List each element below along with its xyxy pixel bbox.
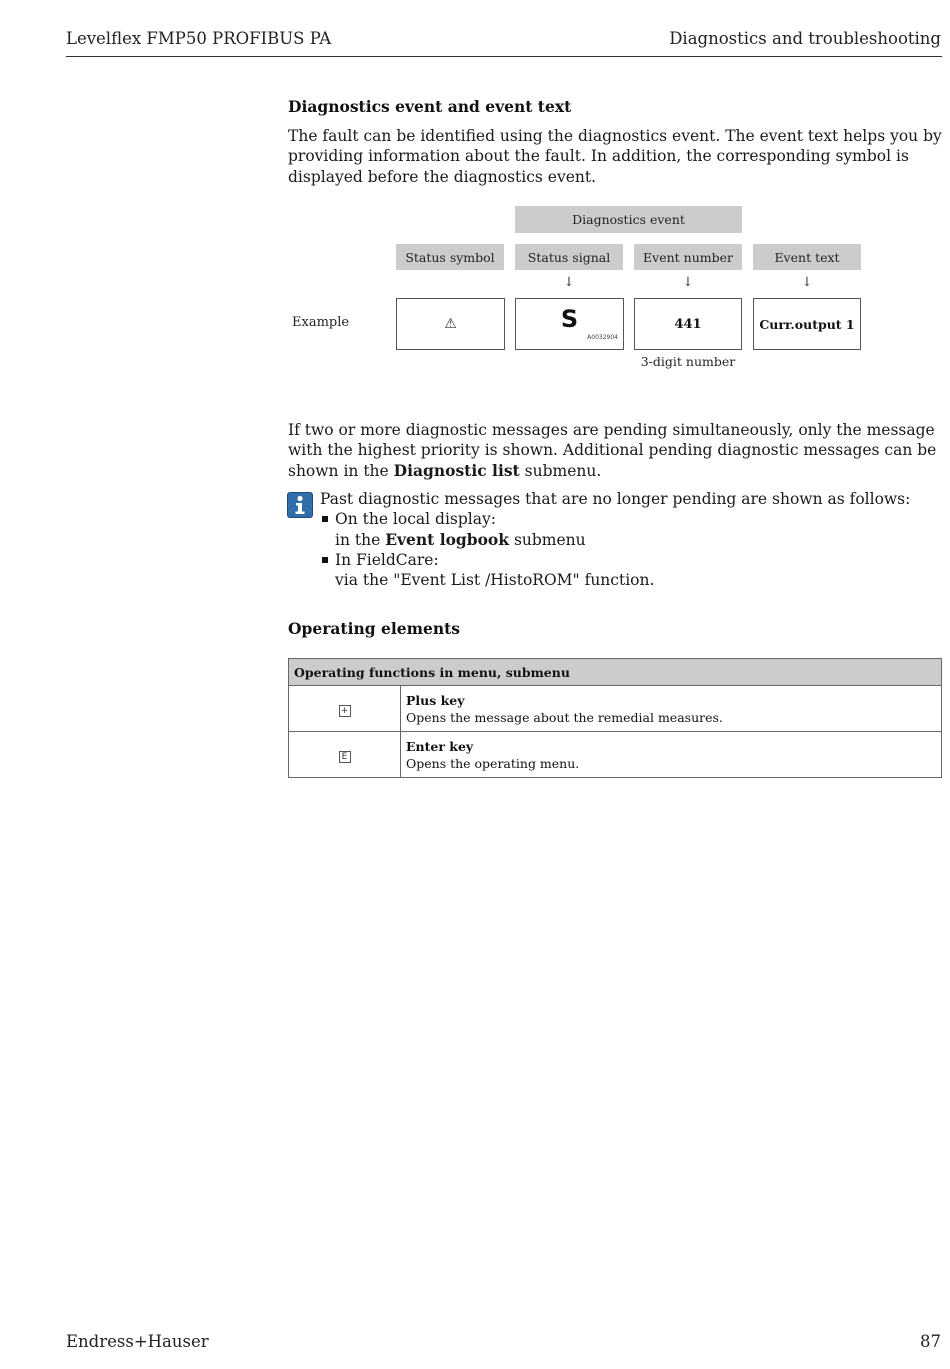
column-event-text: Event text	[753, 244, 861, 270]
key-title: Enter key	[406, 738, 474, 754]
event-logbook-term: Event logbook	[385, 529, 510, 549]
key-cell	[289, 686, 401, 732]
section-heading-operating-elements: Operating elements	[288, 619, 460, 638]
info-icon	[287, 492, 313, 518]
arrow-down-icon: ↓	[682, 275, 694, 290]
key-description: Opens the message about the remedial measures.	[406, 709, 723, 725]
header-product-title: Levelflex FMP50 PROFIBUS PA	[66, 29, 332, 48]
note-item-text: On the local display:	[335, 510, 496, 529]
intro-paragraph: The fault can be identified using the diagnostics event. The event text helps you by providing information about the fault. In addition, the corresponding symbol is displayed before the diagnostics event.	[288, 127, 942, 186]
example-event-text-box	[753, 298, 861, 350]
enter-key-icon: E	[339, 751, 351, 763]
priority-paragraph	[288, 420, 942, 481]
page-number: 87	[920, 1332, 941, 1351]
key-title: Plus key	[406, 692, 465, 708]
bullet-icon	[322, 557, 328, 563]
note-list-item	[320, 509, 910, 529]
image-code: A0032904	[587, 334, 618, 341]
number-note: 3-digit number	[640, 354, 736, 369]
example-event-text: Curr.output 1	[759, 316, 855, 332]
arrow-down-icon: ↓	[801, 275, 813, 290]
table-row	[289, 732, 942, 778]
example-status-symbol-box	[396, 298, 505, 350]
footer-brand: Endress+Hauser	[66, 1332, 209, 1351]
note-list-item	[320, 550, 910, 570]
bullet-icon	[322, 516, 328, 522]
operating-functions-table	[288, 658, 942, 778]
example-event-number-box	[634, 298, 742, 350]
table-header: Operating functions in menu, submenu	[289, 659, 942, 686]
column-event-number: Event number	[634, 244, 742, 270]
plus-key-icon: +	[339, 705, 351, 717]
example-status-signal-box	[515, 298, 624, 350]
arrow-down-icon: ↓	[563, 275, 575, 290]
priority-text-end: submenu.	[519, 461, 602, 480]
note-item-text: In FieldCare:	[335, 550, 439, 569]
note-item-detail-text: submenu	[509, 530, 586, 549]
warning-icon: ⚠	[444, 316, 457, 332]
column-status-signal: Status signal	[515, 244, 623, 270]
priority-text: If two or more diagnostic messages are pending simultaneously, only the message with the highest priority is shown. Additional pending diagnostic messages can be shown in the	[288, 421, 937, 480]
diagnostic-list-term: Diagnostic list	[393, 460, 520, 480]
section-heading-diagnostics-event: Diagnostics event and event text	[288, 97, 572, 116]
table-row	[289, 686, 942, 732]
header-rule	[66, 56, 942, 57]
key-description-cell	[401, 686, 942, 732]
status-signal-letter: S	[560, 305, 579, 333]
column-status-symbol: Status symbol	[396, 244, 504, 270]
key-description: Opens the operating menu.	[406, 755, 580, 771]
header-section-title: Diagnostics and troubleshooting	[669, 29, 941, 48]
key-cell	[289, 732, 401, 778]
example-event-number: 441	[674, 316, 702, 332]
info-note	[320, 489, 910, 590]
note-intro: Past diagnostic messages that are no longer pending are shown as follows:	[320, 490, 911, 508]
key-description-cell	[401, 732, 942, 778]
note-item-detail-text: in the	[335, 530, 386, 549]
note-item-detail: via the "Event List /HistoROM" function.	[335, 571, 655, 590]
diagnostics-event-group-label: Diagnostics event	[515, 206, 742, 233]
note-item-detail	[320, 530, 910, 550]
example-label: Example	[292, 315, 350, 330]
